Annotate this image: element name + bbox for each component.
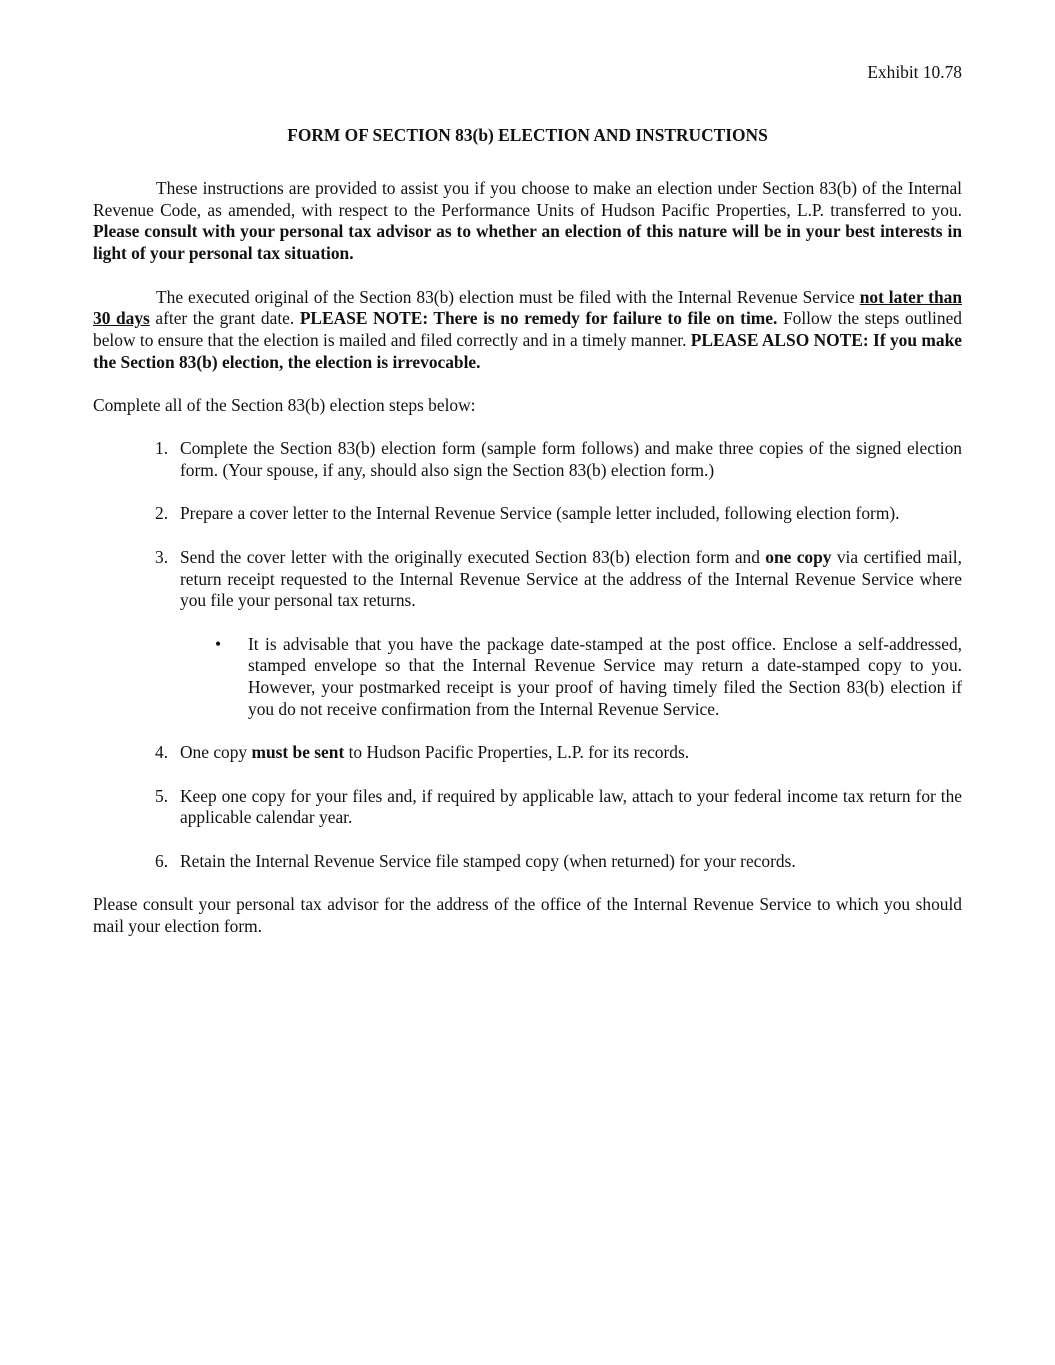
step-bold: one copy — [765, 546, 832, 567]
step-text: to Hudson Pacific Properties, L.P. for its records. — [344, 742, 690, 763]
step-number: 5. — [155, 785, 169, 806]
filing-text-1: The executed original of the Section 83(b) election must be filed with the Internal Revenue Service — [156, 286, 860, 307]
step-6 — [93, 851, 962, 873]
step-bold: must be sent — [251, 742, 345, 763]
exhibit-label: Exhibit 10.78 — [867, 62, 962, 82]
step-number: 1. — [155, 438, 169, 459]
step-text: Prepare a cover letter to the Internal Revenue Service (sample letter included, following election form). — [180, 503, 900, 524]
step-number: 3. — [155, 546, 169, 567]
filing-text-2: after the grant date. — [149, 308, 300, 329]
step-1 — [93, 438, 962, 481]
bullet-icon: • — [215, 633, 222, 654]
intro-bold-advice: Please consult with your personal tax advisor as to whether an election of this nature will be in your best interests in light of your personal tax situation. — [93, 221, 962, 264]
filing-paragraph — [93, 287, 962, 374]
document-title: FORM OF SECTION 83(b) ELECTION AND INSTRUCTIONS — [287, 125, 768, 145]
step-number: 6. — [155, 850, 169, 871]
bullet-text: It is advisable that you have the package date-stamped at the post office. Enclose a self-addressed, stamped envelope so that the Internal Revenue Service may return a date-stamped copy to you. However, your postmarked receipt is your proof of having timely filed the Section 83(b) election if you do not receive confirmation from the Internal Revenue Service. — [248, 633, 962, 719]
step-4 — [93, 742, 962, 764]
steps-intro: Complete all of the Section 83(b) election steps below: — [93, 395, 476, 415]
bullet-item — [180, 634, 962, 721]
step-text: Send the cover letter with the originally executed Section 83(b) election form and — [180, 546, 766, 567]
intro-paragraph — [93, 178, 962, 265]
filing-deadline: not later than 30 days — [93, 286, 962, 329]
step-number: 2. — [155, 503, 169, 524]
filing-note-2: PLEASE ALSO NOTE: If you make the Section 83(b) election, the election is irrevocable. — [93, 329, 962, 372]
step-text: Keep one copy for your files and, if required by applicable law, attach to your federal income tax return for the applicable calendar year. — [180, 785, 962, 828]
filing-text-3: Follow the steps outlined below to ensure that the election is mailed and filed correctly and in a timely manner. — [93, 308, 962, 350]
steps-list — [93, 438, 962, 872]
closing-paragraph: Please consult your personal tax advisor for the address of the office of the Internal Revenue Service to which you should mail your election form. — [93, 894, 962, 936]
step-2 — [93, 503, 962, 525]
intro-text: These instructions are provided to assist you if you choose to make an election under Section 83(b) of the Internal Revenue Code, as amended, with respect to the Performance Units of Hudson Pacific Properties, L.P. transferred to you. — [93, 178, 962, 220]
filing-note-1: PLEASE NOTE: There is no remedy for failure to file on time. — [299, 308, 778, 329]
step-5 — [93, 786, 962, 829]
step-3-bullets — [180, 634, 962, 721]
step-text: Complete the Section 83(b) election form (sample form follows) and make three copies of the signed election form. (Your spouse, if any, should also sign the Section 83(b) election form.) — [180, 438, 962, 481]
document-body — [93, 178, 962, 959]
step-3 — [93, 547, 962, 721]
step-number: 4. — [155, 742, 169, 763]
step-text: via certified mail, return receipt requested to the Internal Revenue Service at the address of the Internal Revenue Service where you file your personal tax returns. — [180, 546, 962, 611]
step-text: One copy — [180, 742, 252, 763]
step-text: Retain the Internal Revenue Service file stamped copy (when returned) for your records. — [180, 850, 796, 871]
